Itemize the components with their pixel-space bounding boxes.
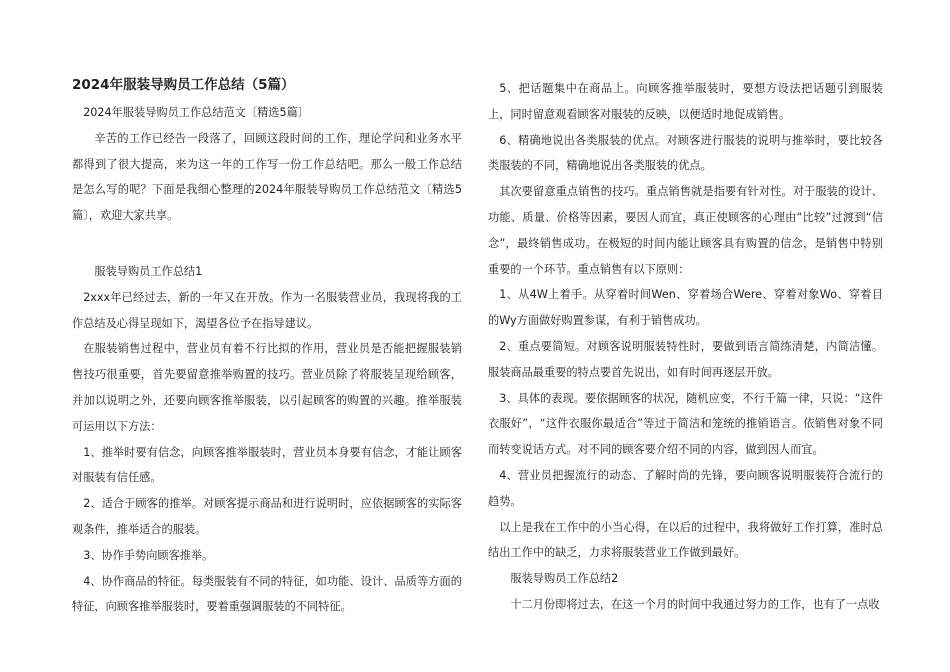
paragraph: 2xxx年已经过去，新的一年又在开放。作为一名服装营业员，我现将我的工作总结及心得呈现如下，渴望各位予在指导建议。 (72, 290, 462, 330)
paragraph: 辛苦的工作已经告一段落了，回顾这段时间的工作，理论学问和业务水平都得到了很大提高，来为这一年的工作写一份工作总结吧。那么一般工作总结是怎么写的呢？下面是我细心整理的2024年服装导购员工作总结范文〔精选5篇〕，欢迎大家共享。 (72, 131, 462, 223)
paragraph: 4、协作商品的特征。每类服装有不同的特征，如功能、设计、品质等方面的特征，向顾客推举服装时，要着重强调服装的不同特征。 (72, 574, 462, 614)
paragraph: 在服装销售过程中，营业员有着不行比拟的作用，营业员是否能把握服装销售技巧很重要，首先要留意推举购置的技巧。营业员除了将服装呈现给顾客，并加以说明之外，还要向顾客推举服装，以引起顾客的购置的兴趣。推举服装可运用以下方法： (72, 342, 462, 433)
left-column-body (72, 100, 462, 620)
paragraph: 4、营业员把握流行的动态、了解时尚的先锋，要向顾客说明服装符合流行的趋势。 (488, 468, 883, 508)
paragraph: 其次要留意重点销售的技巧。重点销售就是指要有针对性。对于服装的设计、功能、质量、价格等因素，要因人而宜，真正使顾客的心理由“比较”过渡到“信念”，最终销售成功。在极短的时间内能让顾客具有购置的信念，是销售中特别 重要的一个环节。重点销售有以下原则： (488, 185, 906, 276)
paragraph: 2、重点要简短。对顾客说明服装特性时，要做到语言简练清楚，内简洁懂。服装商品最重要的特点要首先说出，如有时间再逐层开放。 (488, 339, 883, 379)
paragraph: 3、具体的表现。要依据顾客的状况，随机应变，不行千篇一律，只说：“这件衣服好”，“这件衣服你最适合”等过于简洁和笼统的推销语言。依销售对象不同而转变说话方式。对不同的顾客要介绍不同的内容，做到因人而宜。 (488, 391, 883, 457)
paragraph: 5、把话题集中在商品上。向顾客推举服装时，要想方设法把话题引到服装上，同时留意观看顾客对服装的反映，以便适时地促成销售。 (488, 82, 883, 121)
right-column-body (488, 76, 906, 618)
paragraph: 2、适合于顾客的推举。对顾客提示商品和进行说明时，应依据顾客的实际客观条件，推举适合的服装。 (72, 497, 462, 536)
section-heading: 服装导购员工作总结1 (94, 264, 203, 278)
paragraph: 1、推举时要有信念，向顾客推举服装时，营业员本身要有信念，才能让顾客对服装有信任感。 (72, 445, 462, 485)
paragraph-gap (72, 229, 462, 259)
paragraph: 6、精确地说出各类服装的优点。对顾客进行服装的说明与推举时，要比较各类服装的不同，精确地说出各类服装的优点。 (488, 133, 883, 173)
right-column (488, 76, 906, 618)
paragraph: 以上是我在工作中的小当心得，在以后的过程中，我将做好工作打算，准时总结出工作中的缺乏，力求将服装营业工作做到最好。 (488, 520, 883, 560)
paragraph: 3、协作手势向顾客推举。 (83, 548, 214, 562)
document-title: 2024年服装导购员工作总结（5篇） (72, 77, 295, 93)
paragraph: 十二月份即将过去，在这一个月的时间中我通过努力的工作，也有了一点收 (510, 597, 880, 611)
left-column (72, 76, 462, 620)
paragraph: 2024年服装导购员工作总结范文〔精选5篇〕 (83, 106, 309, 119)
section-heading: 服装导购员工作总结2 (510, 572, 619, 586)
paragraph: 1、从4W上着手。从穿着时间Wen、穿着场合Were、穿着对象Wo、穿着目的Wy方面做好购置参谋，有利于销售成功。 (488, 288, 883, 328)
